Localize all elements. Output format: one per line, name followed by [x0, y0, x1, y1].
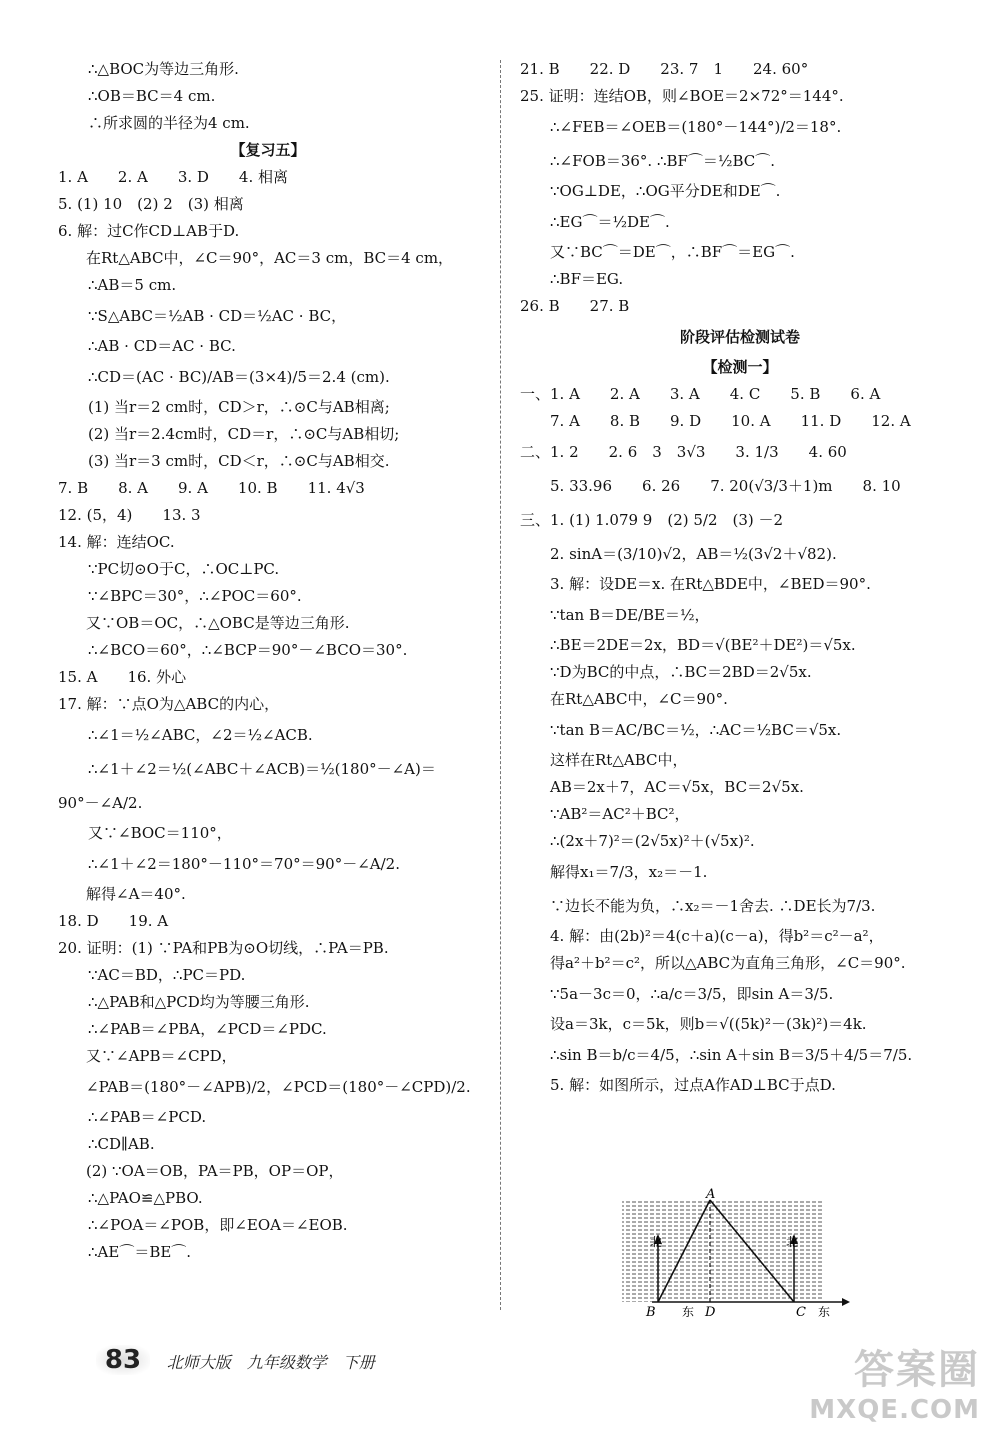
line: 设a＝3k，c＝5k，则b＝√((5k)²－(3k)²)＝4k.: [550, 1015, 867, 1033]
line: 解得x₁＝7/3，x₂＝－1.: [550, 863, 708, 881]
line: ∴BF＝EG.: [550, 270, 624, 288]
line: ∴AE⌒＝BE⌒.: [88, 1243, 192, 1261]
line: ∴所求圆的半径为4 cm.: [88, 114, 250, 132]
line: 7. B 8. A 9. A 10. B 11. 4√3: [58, 479, 365, 497]
right-column: [520, 56, 960, 1099]
line: ∵5a－3c＝0，∴a/c＝3/5，即sin A＝3/5.: [550, 985, 834, 1003]
line: AB＝2x＋7，AC＝√5x，BC＝2√5x.: [550, 778, 804, 796]
line: 21. B 22. D 23. 7 1 24. 60°: [520, 60, 809, 78]
line: ∵PC切⊙O于C，∴OC⊥PC.: [88, 560, 280, 578]
line: 解得∠A＝40°.: [86, 885, 186, 903]
line: ∵OG⊥DE，∴OG平分DE和DE⌒.: [550, 182, 781, 200]
line: ∴(2x＋7)²＝(2√5x)²＋(√5x)².: [550, 832, 755, 850]
line: 三、1. (1) 1.079 9 (2) 5/2 (3) －2: [520, 511, 784, 529]
line: ∴△PAB和△PCD均为等腰三角形.: [88, 993, 310, 1011]
line: ∵∠BPC＝30°，∴∠POC＝60°.: [88, 587, 302, 605]
point-label: C: [796, 1305, 806, 1318]
line: 5. (1) 10 (2) 2 (3) 相离: [58, 195, 244, 213]
page-footer: [96, 1345, 375, 1375]
section-heading: 【复习五】: [230, 141, 306, 159]
line: 又∵∠BOC＝110°，: [88, 824, 232, 842]
line: ∴∠1＋∠2＝180°－110°＝70°＝90°－∠A/2.: [88, 855, 400, 873]
line: ∵D为BC的中点，∴BC＝2BD＝2√5x.: [550, 663, 812, 681]
line: 25. 证明：连结OB，则∠BOE＝2×72°＝144°.: [520, 87, 844, 105]
line: 90°－∠A/2.: [58, 794, 143, 812]
point-label: D: [705, 1305, 716, 1318]
line: (1) 当r＝2 cm时，CD＞r，∴⊙C与AB相离;: [88, 398, 390, 416]
line: 3. 解：设DE＝x. 在Rt△BDE中，∠BED＝90°.: [550, 575, 871, 593]
line: 一、1. A 2. A 3. A 4. C 5. B 6. A: [520, 385, 881, 403]
line: ∴∠BCO＝60°，∴∠BCP＝90°－∠BCO＝30°.: [88, 641, 408, 659]
line: 5. 解：如图所示，过点A作AD⊥BC于点D.: [550, 1076, 836, 1094]
triangle-diagram: [620, 1188, 850, 1318]
direction-label: 东: [818, 1305, 831, 1318]
book-title: 北师大版 九年级数学 下册: [166, 1353, 375, 1372]
line: 得a²＋b²＝c²，所以△ABC为直角三角形，∠C＝90°.: [550, 954, 906, 972]
point-label: B: [646, 1305, 656, 1318]
triangle-figure: [620, 1188, 850, 1322]
page-number: 83: [96, 1345, 150, 1375]
line: ∵边长不能为负，∴x₂＝－1舍去. ∴DE长为7/3.: [550, 897, 876, 915]
line: 6. 解：过C作CD⊥AB于D.: [58, 222, 240, 240]
line: 又∵∠APB＝∠CPD，: [86, 1047, 237, 1065]
line: 15. A 16. 外心: [58, 668, 187, 686]
line: ∴∠PAB＝∠PBA，∠PCD＝∠PDC.: [88, 1020, 327, 1038]
direction-label: 北: [786, 1235, 799, 1249]
line: ∴∠POA＝∠POB，即∠EOA＝∠EOB.: [88, 1216, 348, 1234]
column-divider: [500, 60, 501, 1310]
line: ∴BE＝2DE＝2x，BD＝√(BE²＋DE²)＝√5x.: [550, 636, 856, 654]
line: ∴sin B＝b/c＝4/5，∴sin A＋sin B＝3/5＋4/5＝7/5.: [550, 1046, 913, 1064]
line: ∴CD∥AB.: [88, 1135, 155, 1153]
line: 在Rt△ABC中，∠C＝90°，AC＝3 cm，BC＝4 cm，: [86, 249, 454, 267]
line: ∴∠1＝½∠ABC，∠2＝½∠ACB.: [88, 726, 313, 744]
direction-label: 北: [650, 1235, 663, 1249]
line: ∴AB＝5 cm.: [88, 276, 177, 294]
east-arrow-icon: [842, 1298, 850, 1306]
line: 20. 证明：(1) ∵PA和PB为⊙O切线，∴PA＝PB.: [58, 939, 389, 957]
line: ∴△PAO≌△PBO.: [88, 1189, 203, 1207]
line: 又∵OB＝OC，∴△OBC是等边三角形.: [86, 614, 350, 632]
section-heading: 【检测一】: [702, 358, 778, 376]
line: ∴∠PAB＝∠PCD.: [88, 1108, 207, 1126]
line: ∴∠1＋∠2＝½(∠ABC＋∠ACB)＝½(180°－∠A)＝: [88, 760, 436, 778]
line: (2) ∵OA＝OB，PA＝PB，OP＝OP，: [86, 1162, 344, 1180]
line: 1. A 2. A 3. D 4. 相离: [58, 168, 289, 186]
line: 二、1. 2 2. 6 3 3√3 3. 1/3 4. 60: [520, 443, 847, 461]
line: 4. 解：由(2b)²＝4(c＋a)(c－a)，得b²＝c²－a²，: [550, 927, 884, 945]
line: 18. D 19. A: [58, 912, 169, 930]
left-column: [58, 56, 478, 1266]
line: 17. 解：∵点O为△ABC的内心，: [58, 695, 280, 713]
line: (2) 当r＝2.4cm时，CD＝r，∴⊙C与AB相切;: [88, 425, 400, 443]
line: 5. 33.96 6. 26 7. 20(√3/3＋1)m 8. 10: [550, 477, 901, 495]
line: ∵AB²＝AC²＋BC²，: [550, 805, 690, 823]
line: ∵tan B＝DE/BE＝½，: [550, 606, 710, 624]
line: 2. sinA＝(3/10)√2，AB＝½(3√2＋√82).: [550, 545, 837, 563]
direction-label: 东: [682, 1305, 695, 1318]
line: ∴AB · CD＝AC · BC.: [88, 337, 236, 355]
line: 26. B 27. B: [520, 297, 630, 315]
watermark-url: MXQE.COM: [809, 1395, 980, 1425]
line: ∴CD＝(AC · BC)/AB＝(3×4)/5＝2.4 (cm).: [88, 368, 390, 386]
line: ∴△BOC为等边三角形.: [88, 60, 239, 78]
line: 又∵BC⌒＝DE⌒，∴BF⌒＝EG⌒.: [550, 243, 795, 261]
line: ∵tan B＝AC/BC＝½，∴AC＝½BC＝√5x.: [550, 721, 842, 739]
exam-title: 阶段评估检测试卷: [679, 328, 800, 346]
line: ∴OB＝BC＝4 cm.: [88, 87, 216, 105]
line: 这样在Rt△ABC中，: [550, 751, 688, 769]
line: (3) 当r＝3 cm时，CD＜r，∴⊙C与AB相交.: [88, 452, 390, 470]
line: 7. A 8. B 9. D 10. A 11. D 12. A: [550, 412, 911, 430]
line: 12. (5，4) 13. 3: [58, 506, 201, 524]
line: ∵AC＝BD，∴PC＝PD.: [88, 966, 246, 984]
watermark: [809, 1338, 980, 1425]
line: ∠PAB＝(180°－∠APB)/2，∠PCD＝(180°－∠CPD)/2.: [86, 1078, 471, 1096]
line: ∵S△ABC＝½AB · CD＝½AC · BC，: [88, 307, 347, 325]
line: 在Rt△ABC中，∠C＝90°.: [550, 690, 728, 708]
line: ∴∠FOB＝36°. ∴BF⌒＝½BC⌒.: [550, 152, 776, 170]
line: ∴EG⌒＝½DE⌒.: [550, 213, 670, 231]
point-label: A: [706, 1188, 716, 1202]
line: 14. 解：连结OC.: [58, 533, 175, 551]
watermark-logo: 答案圈: [854, 1347, 980, 1393]
line: ∴∠FEB＝∠OEB＝(180°－144°)/2＝18°.: [550, 118, 842, 136]
